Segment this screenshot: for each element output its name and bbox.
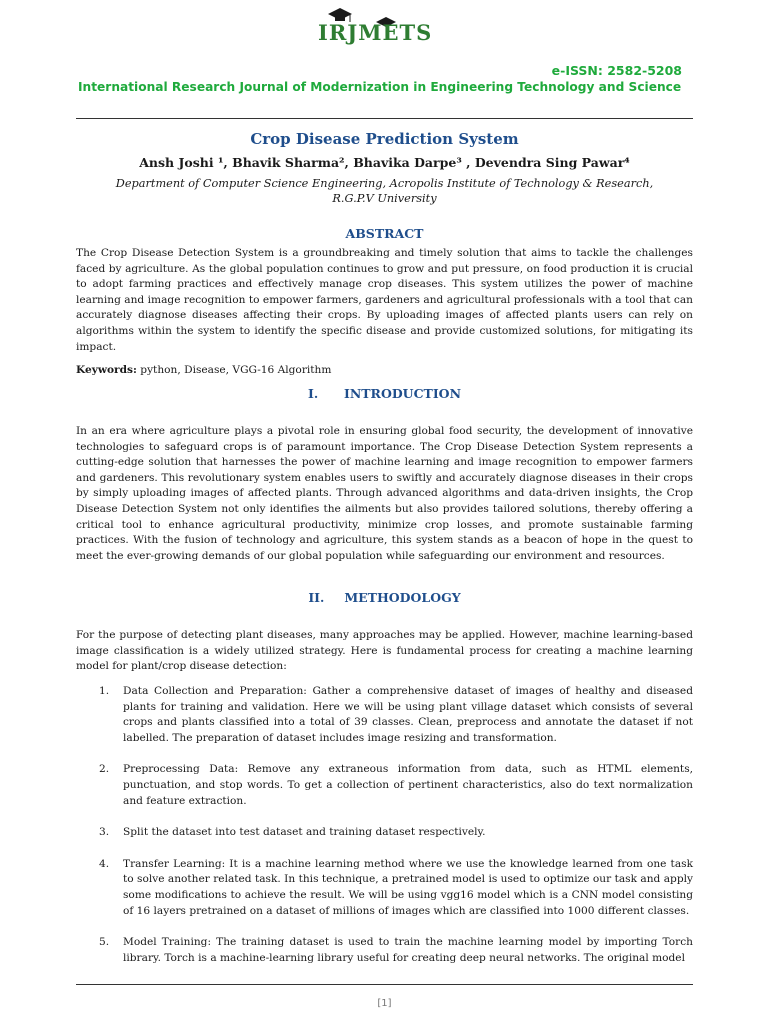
methodology-heading — [76, 590, 693, 605]
introduction-heading — [76, 386, 693, 401]
journal-name: International Research Journal of Modernization in Engineering Technology and Science — [78, 80, 682, 94]
header-rule — [76, 118, 693, 119]
issn: e-ISSN: 2582-5208 — [551, 63, 682, 78]
affiliation-line-2: R.G.P.V University — [332, 192, 437, 205]
paper-authors: Ansh Joshi ¹, Bhavik Sharma², Bhavika Darpe³ , Devendra Sing Pawar⁴ — [139, 155, 630, 170]
paper-affiliation — [76, 176, 693, 206]
methodology-intro: For the purpose of detecting plant diseases, many approaches may be applied. However, machine learning-based image classification is a widely utilized strategy. Here is fundamental process for creating a machine learning model for plant/crop disease detection: — [76, 629, 693, 673]
logo-text: IRJMETS — [318, 20, 433, 45]
introduction-title: INTRODUCTION — [343, 386, 461, 401]
list-item: 5. Model Training: The training dataset is used to train the machine learning model by importing Torch library. Torch is a machine-learning library useful for creating deep neural networks. The original model — [99, 936, 693, 964]
methodology-number: II. — [308, 590, 325, 605]
keywords — [76, 363, 693, 378]
list-item: 2. Preprocessing Data: Remove any extraneous information from data, such as HTML elements, punctuation, and stop words. To get a collection of pertinent characteristics, also do text normalization and feature extraction. — [99, 763, 693, 807]
list-item: 1. Data Collection and Preparation: Gather a comprehensive dataset of images of healthy and diseased plants for training and validation. Here we will be using plant village dataset which consists of several crops and plants classified into a total of 39 classes. Clean, preprocess and annotate the dataset if not labelled. The preparation of dataset includes image resizing and transformation. — [99, 685, 693, 744]
methodology-list — [76, 684, 693, 966]
journal-logo — [318, 6, 454, 50]
footer-rule — [76, 984, 693, 985]
abstract-heading: ABSTRACT — [345, 226, 424, 241]
affiliation-line-1: Department of Computer Science Engineering, Acropolis Institute of Technology & Research, — [115, 177, 654, 190]
keywords-label: Keywords: — [76, 364, 137, 376]
abstract-text: The Crop Disease Detection System is a groundbreaking and timely solution that aims to tackle the challenges faced by agriculture. As the global population continues to grow and put pressure, on food production it is crucial to adopt farming practices and effectively manage crop diseases. This system utilizes the power of machine learning and image recognition to empower farmers, gardeners and agricultural professionals with a tool that can accurately diagnose diseases affecting their crops. By uploading images of affected plants users can rely on algorithms within the system to identify the specific disease and provide customized solutions, for mitigating its impact. — [76, 247, 693, 353]
keywords-values: python, Disease, VGG-16 Algorithm — [136, 364, 332, 376]
page-number: [1] — [377, 998, 392, 1009]
paper-title: Crop Disease Prediction System — [250, 130, 519, 148]
introduction-text: In an era where agriculture plays a pivotal role in ensuring global food security, the development of innovative technologies to safeguard crops is of paramount importance. The Crop Disease Detection System represents a cutting-edge solution that harnesses the power of machine learning and image recognition to empower farmers and gardeners. This revolutionary system enables users to swiftly and accurately diagnose diseases in their crops by simply uploading images of affected plants. Through advanced algorithms and data-driven insights, the Crop Disease Detection System not only identifies the ailments but also provides tailored solutions, thereby offering a critical tool to enhance agricultural productivity, minimize crop losses, and promote sustainable farming practices. With the fusion of technology and agriculture, this system stands as a beacon of hope in the quest to meet the ever-growing demands of our global population while safeguarding our environment and resources. — [76, 425, 693, 562]
methodology-title: METHODOLOGY — [344, 590, 461, 605]
list-item: 3. Split the dataset into test dataset and training dataset respectively. — [99, 826, 486, 839]
introduction-number: I. — [307, 386, 319, 401]
list-item: 4. Transfer Learning: It is a machine learning method where we use the knowledge learned from one task to solve another related task. In this technique, a pretrained model is used to optimize our task and apply some modifications to achieve the result. We will be using vgg16 model which is a CNN model consisting of 16 layers pretrained on a dataset of millions of images which are classified into 1000 different classes. — [99, 857, 693, 917]
